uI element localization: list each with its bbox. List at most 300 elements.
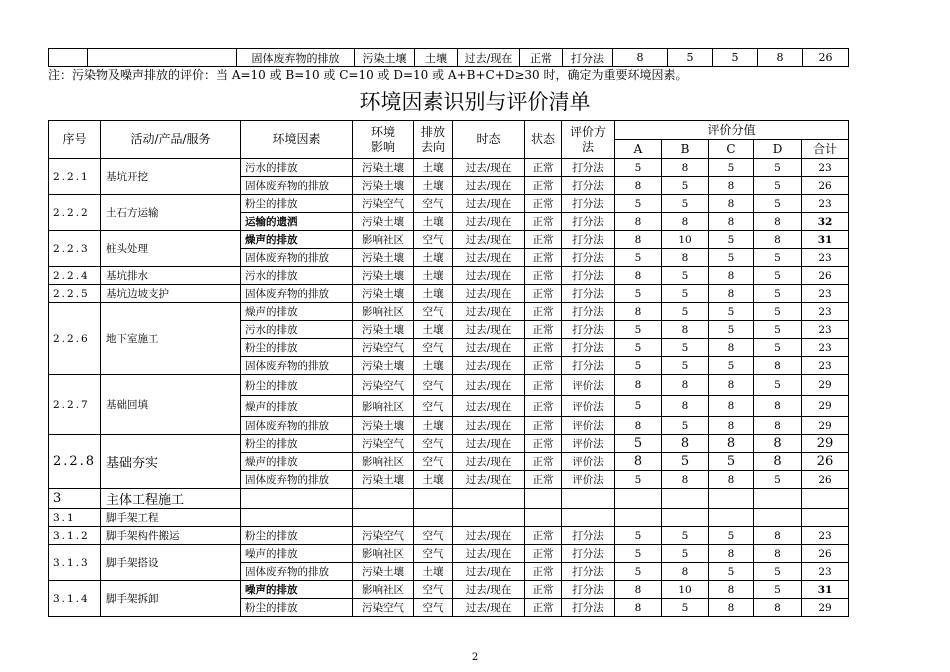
cell-b: 5	[662, 267, 709, 285]
table-cell: 打分法	[563, 49, 613, 67]
cell-method: 打分法	[562, 527, 615, 545]
cell-d: 5	[754, 471, 802, 489]
empty-cell	[709, 509, 754, 527]
cell-factor: 粉尘的排放	[241, 195, 353, 213]
cell-c: 8	[709, 581, 754, 599]
cell-a: 5	[615, 396, 662, 417]
cell-state: 正常	[525, 177, 562, 195]
cell-c: 8	[709, 417, 754, 435]
table-row	[49, 581, 849, 599]
cell-method: 评价法	[562, 471, 615, 489]
table-row	[49, 195, 849, 213]
header-factor: 环境因素	[241, 121, 353, 159]
cell-a: 8	[615, 231, 662, 249]
cell-state: 正常	[525, 339, 562, 357]
cell-d: 5	[754, 339, 802, 357]
cell-factor: 噪声的排放	[241, 581, 353, 599]
cell-direction: 空气	[414, 435, 453, 453]
cell-d: 8	[754, 396, 802, 417]
environment-factor-table	[48, 120, 849, 617]
table-cell: 正常	[520, 49, 563, 67]
cell-tense: 过去/现在	[453, 177, 525, 195]
cell-state: 正常	[525, 581, 562, 599]
cell-b: 5	[662, 527, 709, 545]
cell-factor: 固体废弃物的排放	[241, 177, 353, 195]
cell-a: 8	[615, 267, 662, 285]
empty-cell	[754, 489, 802, 509]
empty-cell	[615, 509, 662, 527]
cell-method: 打分法	[562, 285, 615, 303]
previous-page-table-tail	[48, 48, 849, 67]
header-total: 合计	[802, 140, 849, 159]
cell-factor: 粉尘的排放	[241, 599, 353, 617]
cell-tense: 过去/现在	[453, 249, 525, 267]
cell-method: 打分法	[562, 321, 615, 339]
cell-b: 5	[662, 177, 709, 195]
cell-d: 8	[754, 545, 802, 563]
cell-tense: 过去/现在	[453, 303, 525, 321]
cell-a: 5	[615, 321, 662, 339]
cell-total: 29	[802, 375, 849, 396]
cell-factor: 固体废弃物的排放	[241, 249, 353, 267]
table-row	[49, 231, 849, 249]
cell-state: 正常	[525, 213, 562, 231]
cell-d: 8	[754, 213, 802, 231]
cell-d: 5	[754, 303, 802, 321]
cell-factor: 粉尘的排放	[241, 339, 353, 357]
cell-d: 5	[754, 285, 802, 303]
cell-tense: 过去/现在	[453, 195, 525, 213]
cell-a: 8	[615, 417, 662, 435]
cell-state: 正常	[525, 375, 562, 396]
cell-state: 正常	[525, 357, 562, 375]
cell-direction: 土壤	[414, 321, 453, 339]
cell-c: 8	[709, 435, 754, 453]
cell-method: 打分法	[562, 249, 615, 267]
header-c: C	[709, 140, 754, 159]
cell-tense: 过去/现在	[453, 453, 525, 471]
empty-cell	[615, 489, 662, 509]
cell-c: 5	[709, 527, 754, 545]
cell-state: 正常	[525, 396, 562, 417]
cell-c: 8	[709, 285, 754, 303]
cell-a: 5	[615, 339, 662, 357]
cell-total: 26	[802, 177, 849, 195]
cell-factor: 固体废弃物的排放	[241, 471, 353, 489]
empty-cell	[353, 509, 414, 527]
cell-tense: 过去/现在	[453, 545, 525, 563]
cell-tense: 过去/现在	[453, 471, 525, 489]
cell-a: 8	[615, 375, 662, 396]
cell-factor: 运输的遗洒	[241, 213, 353, 231]
cell-b: 8	[662, 396, 709, 417]
cell-a: 5	[615, 545, 662, 563]
cell-state: 正常	[525, 417, 562, 435]
cell-direction: 空气	[414, 339, 453, 357]
row-code: 2.2.8	[49, 435, 101, 489]
cell-c: 8	[709, 339, 754, 357]
cell-total: 26	[802, 545, 849, 563]
cell-state: 正常	[525, 471, 562, 489]
row-code: 2.2.7	[49, 375, 101, 435]
section-row	[49, 509, 849, 527]
cell-state: 正常	[525, 159, 562, 177]
empty-cell	[802, 489, 849, 509]
row-activity: 桩头处理	[101, 231, 241, 267]
cell-total: 26	[802, 453, 849, 471]
cell-impact: 污染空气	[353, 339, 414, 357]
cell-direction: 空气	[414, 231, 453, 249]
cell-factor: 燥声的排放	[241, 231, 353, 249]
cell-factor: 固体废弃物的排放	[241, 357, 353, 375]
cell-a: 8	[615, 303, 662, 321]
page-title: 环境因素识别与评价清单	[359, 90, 591, 114]
cell-method: 打分法	[562, 195, 615, 213]
cell-direction: 空气	[414, 375, 453, 396]
cell-state: 正常	[525, 527, 562, 545]
table-cell: 8	[613, 49, 668, 67]
cell-tense: 过去/现在	[453, 213, 525, 231]
cell-b: 5	[662, 417, 709, 435]
cell-impact: 影响社区	[353, 545, 414, 563]
cell-b: 5	[662, 545, 709, 563]
empty-cell	[754, 509, 802, 527]
table-cell: 土壤	[415, 49, 458, 67]
cell-b: 5	[662, 303, 709, 321]
cell-method: 打分法	[562, 177, 615, 195]
cell-total: 31	[802, 231, 849, 249]
cell-tense: 过去/现在	[453, 357, 525, 375]
cell-direction: 土壤	[414, 159, 453, 177]
row-activity: 基坑排水	[101, 267, 241, 285]
empty-cell	[453, 489, 525, 509]
empty-cell	[525, 489, 562, 509]
cell-b: 5	[662, 285, 709, 303]
cell-direction: 土壤	[414, 285, 453, 303]
cell-c: 5	[709, 303, 754, 321]
cell-direction: 空气	[414, 303, 453, 321]
table-cell: 8	[758, 49, 803, 67]
row-activity: 地下室施工	[101, 303, 241, 375]
cell-b: 8	[662, 321, 709, 339]
cell-state: 正常	[525, 453, 562, 471]
cell-method: 评价法	[562, 435, 615, 453]
cell-total: 23	[802, 285, 849, 303]
cell-impact: 污染土壤	[353, 159, 414, 177]
cell-b: 10	[662, 581, 709, 599]
cell-d: 8	[754, 435, 802, 453]
cell-tense: 过去/现在	[453, 599, 525, 617]
cell-c: 8	[709, 177, 754, 195]
cell-total: 23	[802, 303, 849, 321]
header-d: D	[754, 140, 802, 159]
cell-impact: 污染土壤	[353, 213, 414, 231]
cell-impact: 污染土壤	[353, 417, 414, 435]
empty-cell	[662, 509, 709, 527]
cell-direction: 空气	[414, 599, 453, 617]
cell-total: 23	[802, 527, 849, 545]
cell-b: 8	[662, 563, 709, 581]
cell-factor: 固体废弃物的排放	[241, 417, 353, 435]
cell-impact: 影响社区	[353, 581, 414, 599]
cell-tense: 过去/现在	[453, 396, 525, 417]
cell-tense: 过去/现在	[453, 159, 525, 177]
cell-b: 5	[662, 357, 709, 375]
table-row	[49, 435, 849, 453]
cell-direction: 土壤	[414, 357, 453, 375]
previous-page-last-row	[49, 49, 849, 67]
cell-a: 8	[615, 581, 662, 599]
cell-c: 8	[709, 213, 754, 231]
section-row	[49, 489, 849, 509]
table-row	[49, 545, 849, 563]
cell-d: 8	[754, 357, 802, 375]
cell-direction: 土壤	[414, 563, 453, 581]
cell-b: 10	[662, 231, 709, 249]
cell-factor: 固体废弃物的排放	[241, 285, 353, 303]
empty-cell	[241, 489, 353, 509]
row-code: 2.2.6	[49, 303, 101, 375]
empty-cell	[662, 489, 709, 509]
cell-impact: 污染土壤	[353, 357, 414, 375]
cell-factor: 污水的排放	[241, 159, 353, 177]
cell-c: 8	[709, 545, 754, 563]
cell-d: 5	[754, 177, 802, 195]
cell-impact: 污染土壤	[353, 471, 414, 489]
table-cell	[49, 49, 88, 67]
cell-c: 8	[709, 267, 754, 285]
cell-a: 8	[615, 599, 662, 617]
cell-d: 8	[754, 599, 802, 617]
cell-state: 正常	[525, 563, 562, 581]
cell-direction: 土壤	[414, 267, 453, 285]
cell-impact: 污染土壤	[353, 267, 414, 285]
row-activity: 基础夯实	[101, 435, 241, 489]
cell-c: 8	[709, 471, 754, 489]
table-cell	[88, 49, 237, 67]
table-row	[49, 303, 849, 321]
cell-method: 打分法	[562, 581, 615, 599]
header-seq: 序号	[49, 121, 101, 159]
cell-factor: 粉尘的排放	[241, 435, 353, 453]
cell-factor: 污水的排放	[241, 321, 353, 339]
cell-direction: 空气	[414, 453, 453, 471]
row-code: 3	[49, 489, 101, 509]
cell-state: 正常	[525, 321, 562, 339]
cell-state: 正常	[525, 435, 562, 453]
cell-direction: 空气	[414, 195, 453, 213]
cell-direction: 土壤	[414, 177, 453, 195]
cell-impact: 污染土壤	[353, 177, 414, 195]
row-activity: 土石方运输	[101, 195, 241, 231]
cell-method: 评价法	[562, 417, 615, 435]
cell-direction: 空气	[414, 581, 453, 599]
cell-d: 5	[754, 563, 802, 581]
cell-d: 5	[754, 195, 802, 213]
table-cell: 26	[803, 49, 849, 67]
cell-state: 正常	[525, 285, 562, 303]
cell-method: 打分法	[562, 213, 615, 231]
cell-total: 26	[802, 471, 849, 489]
cell-state: 正常	[525, 195, 562, 213]
row-code: 2.2.2	[49, 195, 101, 231]
row-activity: 基础回填	[101, 375, 241, 435]
cell-method: 打分法	[562, 159, 615, 177]
table-cell: 过去/现在	[458, 49, 520, 67]
cell-method: 评价法	[562, 453, 615, 471]
table-row	[49, 159, 849, 177]
cell-impact: 影响社区	[353, 231, 414, 249]
cell-b: 8	[662, 471, 709, 489]
cell-c: 5	[709, 249, 754, 267]
cell-method: 打分法	[562, 339, 615, 357]
cell-d: 5	[754, 249, 802, 267]
cell-total: 23	[802, 159, 849, 177]
cell-a: 5	[615, 195, 662, 213]
header-a: A	[615, 140, 662, 159]
cell-d: 8	[754, 453, 802, 471]
empty-cell	[453, 509, 525, 527]
header-method: 评价方 法	[562, 121, 615, 159]
cell-impact: 污染空气	[353, 599, 414, 617]
cell-direction: 土壤	[414, 417, 453, 435]
cell-d: 8	[754, 231, 802, 249]
cell-a: 8	[615, 177, 662, 195]
cell-total: 26	[802, 267, 849, 285]
empty-cell	[414, 489, 453, 509]
cell-a: 5	[615, 563, 662, 581]
cell-d: 5	[754, 375, 802, 396]
cell-b: 8	[662, 375, 709, 396]
cell-a: 5	[615, 471, 662, 489]
cell-method: 打分法	[562, 231, 615, 249]
cell-method: 打分法	[562, 563, 615, 581]
table-body	[49, 159, 849, 617]
table-row	[49, 267, 849, 285]
cell-direction: 空气	[414, 396, 453, 417]
cell-direction: 土壤	[414, 213, 453, 231]
table-cell: 5	[713, 49, 758, 67]
cell-b: 5	[662, 339, 709, 357]
row-code: 3.1.3	[49, 545, 101, 581]
cell-factor: 粉尘的排放	[241, 527, 353, 545]
cell-impact: 污染土壤	[353, 563, 414, 581]
cell-total: 23	[802, 563, 849, 581]
cell-a: 5	[615, 285, 662, 303]
cell-total: 23	[802, 357, 849, 375]
row-code: 3.1.4	[49, 581, 101, 617]
row-code: 2.2.5	[49, 285, 101, 303]
cell-d: 5	[754, 159, 802, 177]
cell-impact: 污染空气	[353, 375, 414, 396]
header-state: 状态	[525, 121, 562, 159]
empty-cell	[525, 509, 562, 527]
cell-factor: 粉尘的排放	[241, 375, 353, 396]
cell-total: 23	[802, 249, 849, 267]
cell-direction: 土壤	[414, 471, 453, 489]
header-score: 评价分值	[615, 121, 849, 140]
page-number: 2	[471, 652, 479, 663]
cell-b: 8	[662, 435, 709, 453]
cell-factor: 噪声的排放	[241, 545, 353, 563]
cell-impact: 影响社区	[353, 303, 414, 321]
cell-d: 5	[754, 581, 802, 599]
cell-factor: 燥声的排放	[241, 303, 353, 321]
cell-total: 29	[802, 396, 849, 417]
cell-c: 8	[709, 396, 754, 417]
cell-direction: 空气	[414, 545, 453, 563]
cell-c: 5	[709, 357, 754, 375]
cell-c: 5	[709, 231, 754, 249]
cell-b: 5	[662, 453, 709, 471]
cell-impact: 影响社区	[353, 453, 414, 471]
empty-cell	[802, 509, 849, 527]
row-activity: 主体工程施工	[101, 489, 241, 509]
row-code: 3.1.2	[49, 527, 101, 545]
cell-state: 正常	[525, 249, 562, 267]
cell-d: 8	[754, 527, 802, 545]
cell-impact: 污染空气	[353, 435, 414, 453]
cell-direction: 土壤	[414, 249, 453, 267]
cell-a: 5	[615, 527, 662, 545]
cell-factor: 燥声的排放	[241, 453, 353, 471]
table-row	[49, 375, 849, 396]
cell-tense: 过去/现在	[453, 321, 525, 339]
cell-total: 29	[802, 417, 849, 435]
cell-method: 打分法	[562, 303, 615, 321]
cell-method: 打分法	[562, 599, 615, 617]
cell-tense: 过去/现在	[453, 417, 525, 435]
cell-method: 打分法	[562, 267, 615, 285]
cell-c: 5	[709, 453, 754, 471]
table-row	[49, 285, 849, 303]
table-row	[49, 527, 849, 545]
cell-total: 23	[802, 339, 849, 357]
row-activity: 脚手架构件搬运	[101, 527, 241, 545]
cell-impact: 影响社区	[353, 396, 414, 417]
cell-total: 23	[802, 321, 849, 339]
cell-tense: 过去/现在	[453, 285, 525, 303]
cell-tense: 过去/现在	[453, 435, 525, 453]
cell-a: 5	[615, 249, 662, 267]
cell-b: 5	[662, 599, 709, 617]
cell-factor: 污水的排放	[241, 267, 353, 285]
cell-b: 8	[662, 213, 709, 231]
cell-state: 正常	[525, 231, 562, 249]
row-activity: 脚手架工程	[101, 509, 241, 527]
row-code: 2.2.1	[49, 159, 101, 195]
cell-c: 8	[709, 375, 754, 396]
table-cell: 污染土壤	[355, 49, 415, 67]
cell-impact: 污染土壤	[353, 321, 414, 339]
cell-state: 正常	[525, 267, 562, 285]
header-impact: 环境 影响	[353, 121, 414, 159]
row-activity: 基坑开挖	[101, 159, 241, 195]
empty-cell	[414, 509, 453, 527]
cell-impact: 污染土壤	[353, 249, 414, 267]
header-tense: 时态	[453, 121, 525, 159]
row-code: 3.1	[49, 509, 101, 527]
cell-impact: 污染空气	[353, 527, 414, 545]
table-cell: 固体废弃物的排放	[237, 49, 355, 67]
cell-total: 29	[802, 599, 849, 617]
row-code: 2.2.3	[49, 231, 101, 267]
cell-b: 8	[662, 159, 709, 177]
cell-c: 8	[709, 195, 754, 213]
cell-factor: 燥声的排放	[241, 396, 353, 417]
cell-tense: 过去/现在	[453, 581, 525, 599]
cell-impact: 污染空气	[353, 195, 414, 213]
